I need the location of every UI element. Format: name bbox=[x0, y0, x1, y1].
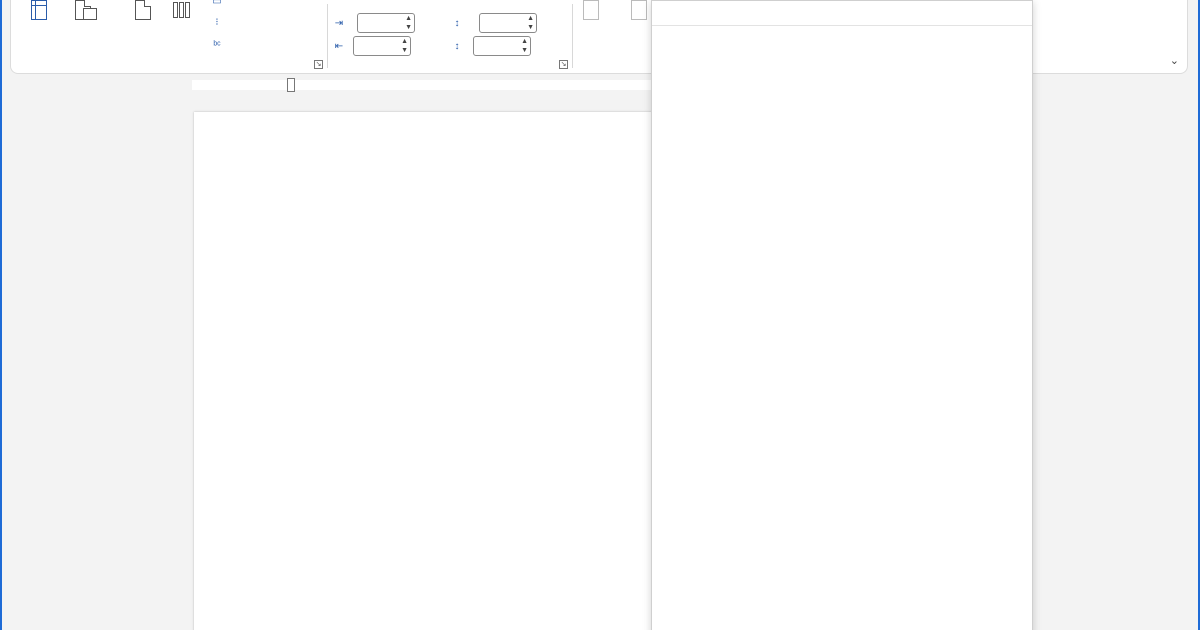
line-numbers-icon: ⁝ bbox=[215, 17, 219, 28]
indent-right-row bbox=[333, 36, 411, 56]
spacing-before-icon: ↕ bbox=[454, 17, 460, 29]
group-separator bbox=[327, 4, 328, 68]
menu-title bbox=[652, 1, 1032, 26]
columns-button[interactable] bbox=[169, 0, 195, 24]
spacing-after-input[interactable] bbox=[473, 36, 531, 56]
spacing-before-row bbox=[451, 13, 537, 33]
spacing-before-input[interactable] bbox=[479, 13, 537, 33]
hyphenation-button[interactable] bbox=[211, 40, 227, 51]
indent-left-input[interactable] bbox=[357, 13, 415, 33]
spin-arrows-icon: ▲ ▼ bbox=[527, 15, 534, 31]
hyphenation-icon: ᵇᶜ bbox=[213, 40, 221, 51]
orientation-button[interactable] bbox=[69, 0, 95, 24]
margins-icon bbox=[25, 0, 51, 22]
breaks-button[interactable] bbox=[211, 0, 227, 7]
vertical-ruler[interactable] bbox=[8, 100, 20, 630]
ruler-track bbox=[192, 80, 652, 90]
position-button[interactable] bbox=[577, 0, 603, 24]
text-wrap-icon bbox=[625, 0, 651, 22]
statusbar-customize-menu bbox=[651, 0, 1033, 630]
margins-button[interactable] bbox=[25, 0, 51, 24]
indent-left-row bbox=[333, 13, 415, 33]
page-size-icon bbox=[129, 0, 155, 22]
spin-arrows-icon: ▲ ▼ bbox=[521, 38, 528, 54]
paragraph-launcher-icon[interactable]: ↘ bbox=[560, 61, 567, 68]
document-page[interactable] bbox=[194, 112, 674, 630]
columns-icon bbox=[169, 0, 195, 22]
position-icon bbox=[577, 0, 603, 22]
line-numbers-button[interactable] bbox=[211, 17, 227, 28]
orientation-icon bbox=[69, 0, 95, 22]
spin-arrows-icon: ▲ ▼ bbox=[405, 15, 412, 31]
indent-left-icon: ⇥ bbox=[334, 17, 344, 29]
breaks-icon: ▭ bbox=[212, 0, 222, 7]
chevron-down-icon[interactable]: ⌄ bbox=[1169, 55, 1179, 67]
text-wrap-button[interactable] bbox=[625, 0, 651, 24]
group-separator bbox=[572, 4, 573, 68]
spin-arrows-icon: ▲ ▼ bbox=[401, 38, 408, 54]
spacing-after-row bbox=[451, 36, 531, 56]
indent-right-icon: ⇤ bbox=[334, 40, 344, 52]
indent-right-input[interactable] bbox=[353, 36, 411, 56]
page-setup-launcher-icon[interactable]: ↘ bbox=[315, 61, 322, 68]
spacing-after-icon: ↕ bbox=[454, 40, 460, 52]
indent-marker-icon[interactable] bbox=[287, 78, 295, 92]
size-button[interactable] bbox=[129, 0, 155, 24]
